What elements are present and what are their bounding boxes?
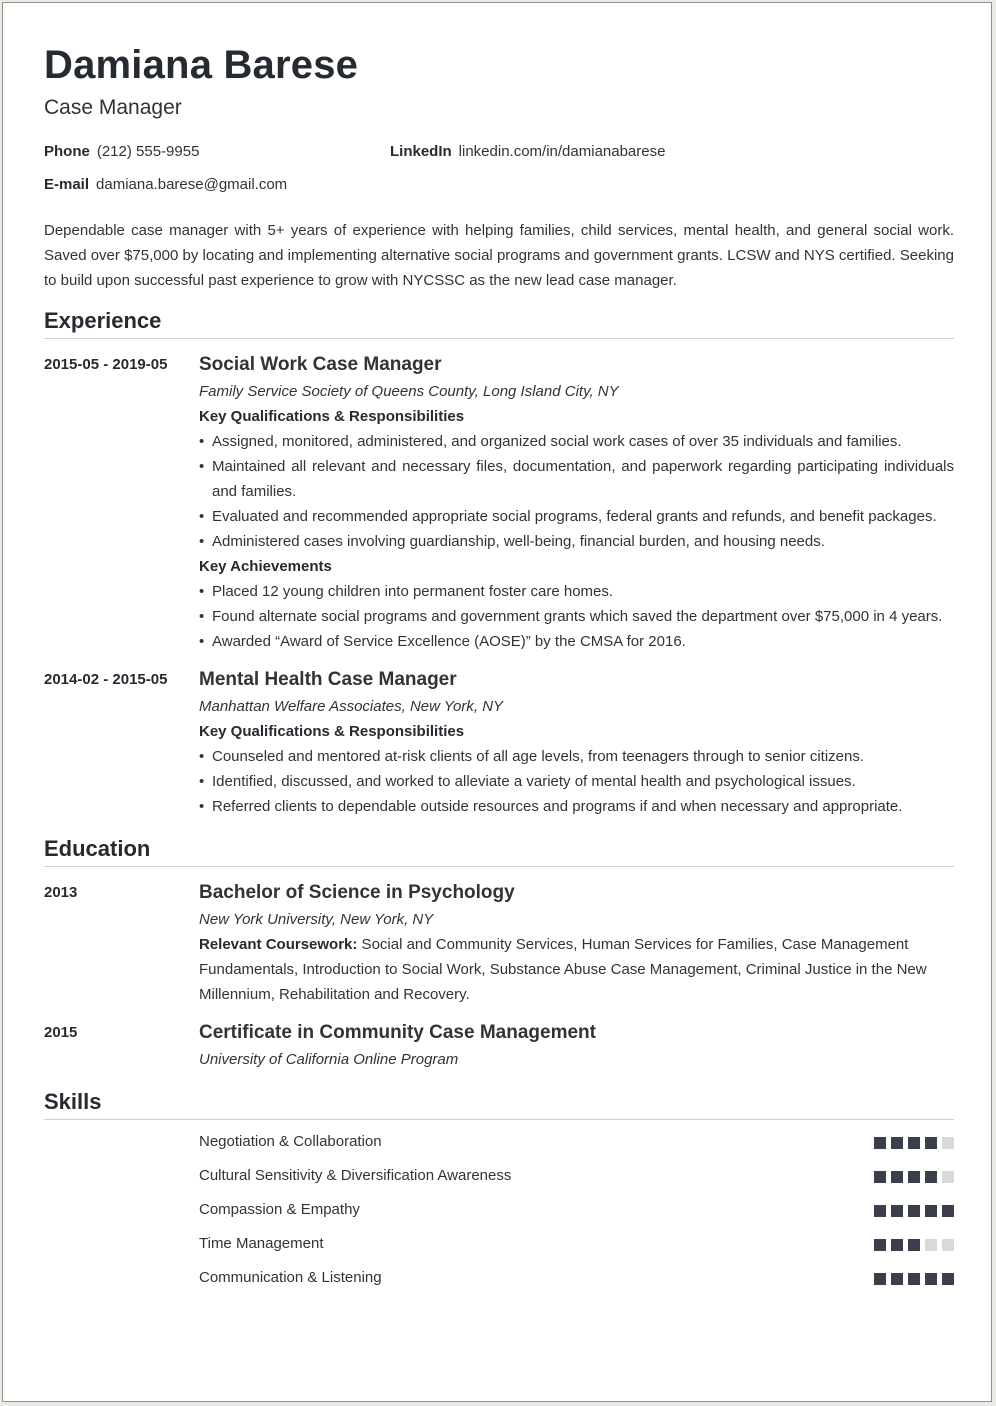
- rating-square-filled: [908, 1171, 920, 1183]
- rating-square-filled: [942, 1205, 954, 1217]
- skill-name: Negotiation & Collaboration: [199, 1133, 382, 1150]
- candidate-name: Damiana Barese: [44, 43, 359, 87]
- experience-heading: Experience: [44, 308, 954, 339]
- coursework-label: Relevant Coursework:: [199, 936, 358, 953]
- coursework-text: Social and Community Services, Human Services for Families, Case Management Fundamentals, Introduction to Social Work, Substance Abuse Case Management, Criminal Justice in the New Millennium, Rehabilitation and Recovery.: [199, 936, 927, 1003]
- degree-title: Certificate in Community Case Management: [199, 1022, 596, 1043]
- rating-square-filled: [925, 1205, 937, 1217]
- phone-contact: [44, 143, 199, 160]
- skill-row: [199, 1269, 954, 1289]
- list-item: • Referred clients to dependable outside resources and programs if and when necessary and appropriate.: [199, 794, 954, 819]
- education-heading: Education: [44, 836, 954, 867]
- school-name: University of California Online Program: [199, 1051, 459, 1068]
- education-body: [199, 878, 954, 1007]
- list-item: • Maintained all relevant and necessary files, documentation, and paperwork regarding participating individuals and families.: [199, 454, 954, 504]
- school-name: New York University, New York, NY: [199, 911, 434, 928]
- job-organization: Manhattan Welfare Associates, New York, NY: [199, 698, 504, 715]
- skill-rating: [874, 1273, 954, 1285]
- rating-square-filled: [891, 1137, 903, 1149]
- job-body: [199, 665, 954, 819]
- phone-label: Phone: [44, 143, 90, 160]
- resume-page: [2, 2, 992, 1402]
- list-item: • Assigned, monitored, administered, and organized social work cases of over 35 individuals and families.: [199, 429, 954, 454]
- job-title: Mental Health Case Manager: [199, 669, 457, 690]
- qualifications-heading: Key Qualifications & Responsibilities: [199, 408, 465, 425]
- rating-square-empty: [942, 1137, 954, 1149]
- email-link[interactable]: damiana.barese@gmail.com: [96, 176, 288, 193]
- coursework: [199, 932, 954, 1007]
- qualifications-list: [199, 429, 954, 554]
- linkedin-contact: [390, 143, 665, 160]
- email-contact: [44, 176, 287, 193]
- rating-square-filled: [874, 1239, 886, 1251]
- rating-square-filled: [891, 1205, 903, 1217]
- phone-value: (212) 555-9955: [96, 143, 200, 160]
- list-item: • Placed 12 young children into permanent foster care homes.: [199, 579, 954, 604]
- skill-name: Cultural Sensitivity & Diversification Awareness: [199, 1167, 512, 1184]
- rating-square-filled: [908, 1205, 920, 1217]
- skill-rating: [874, 1205, 954, 1217]
- degree-title: Bachelor of Science in Psychology: [199, 882, 515, 903]
- education-year: 2015: [44, 1024, 78, 1041]
- rating-square-filled: [891, 1273, 903, 1285]
- rating-square-empty: [942, 1171, 954, 1183]
- achievements-heading: Key Achievements: [199, 558, 332, 575]
- rating-square-filled: [874, 1171, 886, 1183]
- job-body: [199, 350, 954, 654]
- candidate-title: Case Manager: [44, 96, 182, 119]
- rating-square-filled: [908, 1137, 920, 1149]
- skill-name: Communication & Listening: [199, 1269, 382, 1286]
- list-item: • Counseled and mentored at-risk clients of all age levels, from teenagers through to senior citizens.: [199, 744, 954, 769]
- skill-row: [199, 1201, 954, 1221]
- rating-square-filled: [908, 1239, 920, 1251]
- job-dates: 2014-02 - 2015-05: [44, 671, 168, 688]
- email-label: E-mail: [44, 176, 90, 193]
- skill-rating: [874, 1239, 954, 1251]
- rating-square-empty: [942, 1239, 954, 1251]
- skill-rating: [874, 1137, 954, 1149]
- skill-rating: [874, 1171, 954, 1183]
- skill-row: [199, 1167, 954, 1187]
- list-item: • Administered cases involving guardianship, well-being, financial burden, and housing needs.: [199, 529, 954, 554]
- skill-name: Time Management: [199, 1235, 324, 1252]
- job-title: Social Work Case Manager: [199, 354, 442, 375]
- rating-square-filled: [891, 1239, 903, 1251]
- job-dates: 2015-05 - 2019-05: [44, 356, 168, 373]
- qualifications-list: [199, 744, 954, 819]
- rating-square-filled: [891, 1171, 903, 1183]
- linkedin-link[interactable]: linkedin.com/in/damianabarese: [458, 143, 666, 160]
- rating-square-filled: [908, 1273, 920, 1285]
- rating-square-filled: [925, 1137, 937, 1149]
- summary-paragraph: Dependable case manager with 5+ years of experience with helping families, child services, mental health, and general social work. Saved over $75,000 by locating and implementing alternative social programs and government grants. LCSW and NYS certified. Seeking to build upon successful past experience to grow with NYCSSC as the new lead case manager.: [44, 222, 954, 289]
- skill-row: [199, 1235, 954, 1255]
- list-item: • Identified, discussed, and worked to alleviate a variety of mental health and psychological issues.: [199, 769, 954, 794]
- rating-square-filled: [874, 1273, 886, 1285]
- rating-square-filled: [874, 1137, 886, 1149]
- list-item: • Evaluated and recommended appropriate social programs, federal grants and refunds, and benefit packages.: [199, 504, 954, 529]
- rating-square-filled: [874, 1205, 886, 1217]
- job-organization: Family Service Society of Queens County, Long Island City, NY: [199, 383, 619, 400]
- skill-row: [199, 1133, 954, 1153]
- skills-heading: Skills: [44, 1089, 954, 1120]
- rating-square-empty: [925, 1239, 937, 1251]
- linkedin-label: LinkedIn: [390, 143, 452, 160]
- rating-square-filled: [925, 1273, 937, 1285]
- rating-square-filled: [942, 1273, 954, 1285]
- rating-square-filled: [925, 1171, 937, 1183]
- education-year: 2013: [44, 884, 78, 901]
- education-body: [199, 1018, 954, 1072]
- list-item: • Found alternate social programs and government grants which saved the department over $75,000 in 4 years.: [199, 604, 954, 629]
- skill-name: Compassion & Empathy: [199, 1201, 360, 1218]
- qualifications-heading: Key Qualifications & Responsibilities: [199, 723, 465, 740]
- list-item: • Awarded “Award of Service Excellence (AOSE)” by the CMSA for 2016.: [199, 629, 954, 654]
- achievements-list: [199, 579, 954, 654]
